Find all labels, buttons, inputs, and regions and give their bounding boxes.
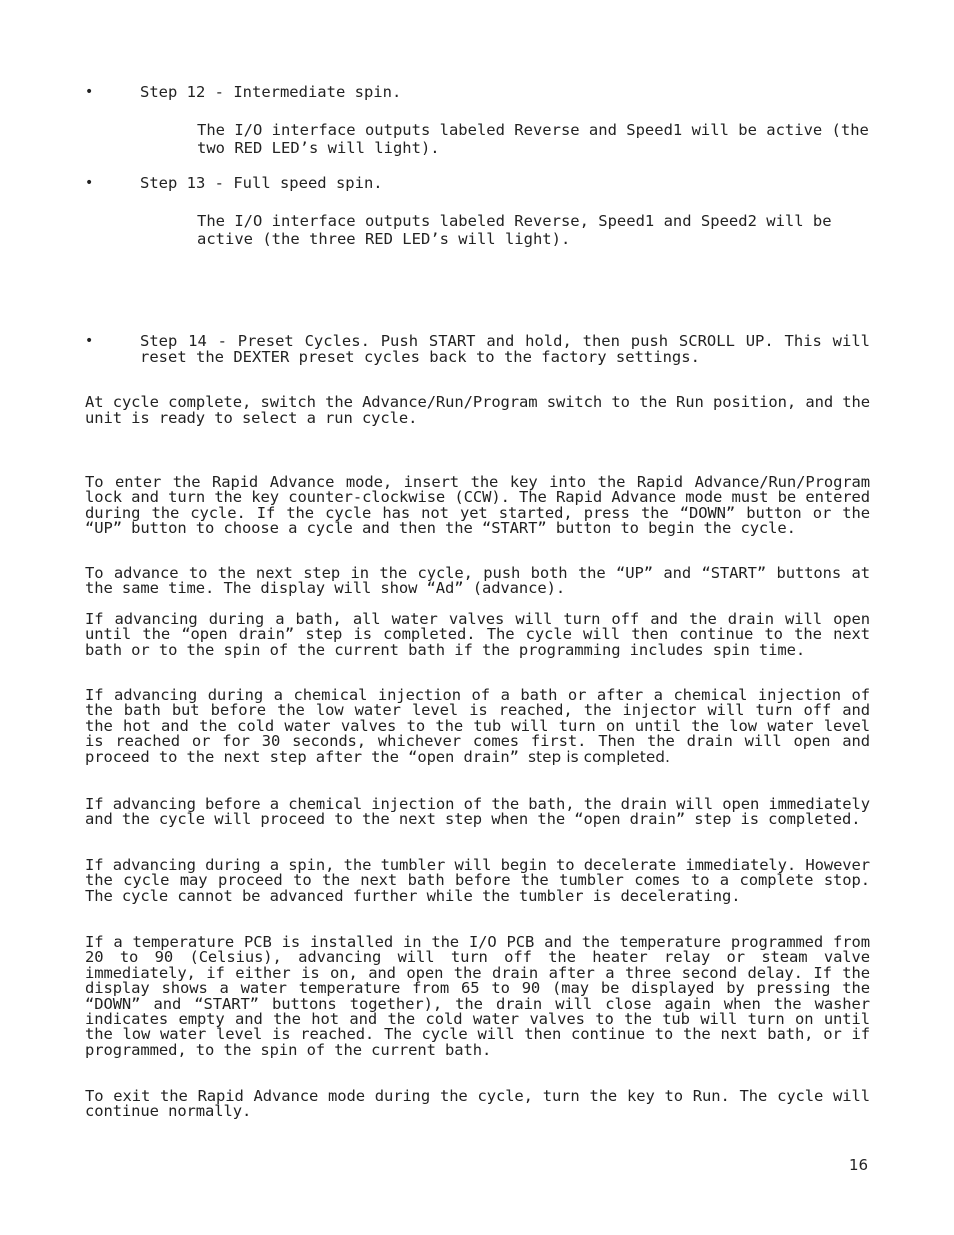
advancing-during-spin-paragraph: If advancing during a spin, the tumbler will begin to decelerate immediately. However the cycle may proceed to the next bath before the tumbler comes to a complete stop. The cycle cannot be advanced further while the tumbler is decelerating. (85, 856, 870, 905)
step-13-detail: The I/O interface outputs labeled Reverse, Speed1 and Speed2 will be active (the three RED LED’s will light). (197, 212, 832, 248)
rapid-advance-next-step-paragraph: To advance to the next step in the cycle, push both the “UP” and “START” buttons at the same time. The display will show “Ad” (advance). (85, 564, 870, 598)
advancing-before-injection-paragraph: If advancing before a chemical injection of the bath, the drain will open immediately and the cycle will proceed to the next step when the “open drain” step is completed. (85, 795, 870, 829)
step-13-title: Step 13 - Full speed spin. (140, 174, 383, 192)
step-12-detail: The I/O interface outputs labeled Reverse and Speed1 will be active (the two RED LED’s will light). (197, 121, 869, 157)
injection-paragraph-tail: step is completed. (528, 747, 671, 766)
page-number: 16 (849, 1156, 869, 1174)
injection-paragraph-main: If advancing during a chemical injection of a bath or after a chemical injection of the bath but before the low water level is reached, the injector will turn off and the hot and the cold water valves to the tub will turn on until the low water level is reached or for 30 seconds, whichever comes first. Then the drain will open and proceed to the next step after the “open drain” (85, 686, 870, 766)
step-12-title: Step 12 - Intermediate spin. (140, 83, 402, 101)
cycle-complete-paragraph: At cycle complete, switch the Advance/Run/Program switch to the Run position, and the unit is ready to select a run cycle. (85, 393, 870, 427)
bullet-icon: • (85, 175, 94, 191)
exit-rapid-advance-paragraph: To exit the Rapid Advance mode during the cycle, turn the key to Run. The cycle will continue normally. (85, 1087, 870, 1121)
bullet-icon: • (85, 333, 94, 349)
step-14-title: Step 14 - Preset Cycles. Push START and hold, then push SCROLL UP. This will reset the DEXTER preset cycles back to the factory settings. (140, 332, 870, 366)
bullet-icon: • (85, 84, 94, 100)
temperature-pcb-paragraph: If a temperature PCB is installed in the I/O PCB and the temperature programmed from 20 to 90 (Celsius), advancing will turn off the heater relay or steam valve immediately, if either is on, and open the drain after a three second delay. If the display shows a water temperature from 65 to 90 (may be displayed by pressing the “DOWN” and “START” buttons together), the drain will close again when the washer indicates empty and the hot and the cold water valves to the tub will turn on until the low water level is reached. The cycle will then continue to the next bath, or if programmed, to the spin of the current bath. (85, 933, 870, 1059)
rapid-advance-enter-paragraph: To enter the Rapid Advance mode, insert the key into the Rapid Advance/Run/Program lock and turn the key counter-clockwise (CCW). The Rapid Advance mode must be entered during the cycle. If the cycle has not yet started, press the “DOWN” button or the “UP” button to choose a cycle and then the “START” button to begin the cycle. (85, 473, 870, 538)
advancing-during-bath-paragraph: If advancing during a bath, all water valves will turn off and the drain will open until the “open drain” step is completed. The cycle will then continue to the next bath or to the spin of the current bath if the programming includes spin time. (85, 610, 870, 659)
advancing-during-injection-paragraph (85, 688, 870, 765)
